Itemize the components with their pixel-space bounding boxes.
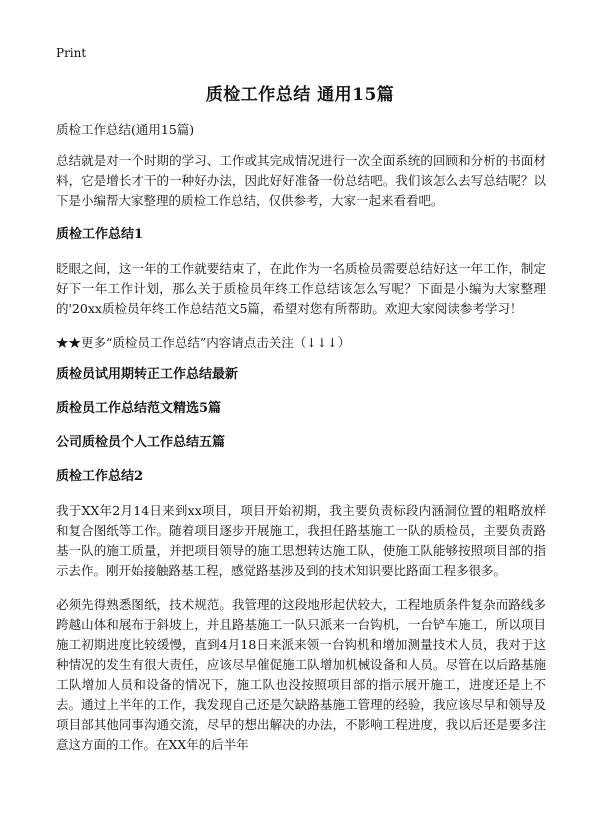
page-title: 质检工作总结 通用15篇 bbox=[205, 85, 395, 105]
more-notice: ★★更多“质检员工作总结”内容请点击关注（↓↓↓） bbox=[56, 335, 351, 350]
related-link-2[interactable]: 质检员工作总结范文精选5篇 bbox=[56, 401, 222, 416]
section-2-paragraph-2: 必须先得熟悉图纸，技术规范。我管理的这段地形起伏较大，工程地质条件复杂而路线多跨越山体和展布于斜坡上，并且路基施工一队只派来一台钩机，一台铲车施工，所以项目施工初期进度比较缓慢，直到4月18日来派来领一台钩机和增加测量技术人员，我对于这种情况的发生有很大责任，应该尽早催促施工队增加机械设备和人员。尽管在以后路基施工队增加人员和设备的情况下，施工队也没按照项目部的指示展开施工，进度还是上不去。通过上半年的工作，我发现自己还是欠缺路基施工管理的经验，我应该尽早和领导及项目部其他同事沟通交流，尽早的想出解决的办法，不影响工程进度，我以后还是要多注意这方面的工作。在XX年的后半年 bbox=[56, 597, 546, 752]
document-body bbox=[56, 120, 546, 769]
related-link-1[interactable]: 质检员试用期转正工作总结最新 bbox=[56, 367, 239, 382]
print-label[interactable]: Print bbox=[56, 46, 87, 60]
related-link-3[interactable]: 公司质检员个人工作总结五篇 bbox=[56, 435, 226, 450]
section-2-paragraph-1: 我于XX年2月14日来到xx项目，项目开始初期，我主要负责标段内涵洞位置的粗略放样和复合图纸等工作。随着项目逐步开展施工，我担任路基施工一队的质检员，主要负责路基一队的施工质量，并把项目领导的施工思想转达施工队，使施工队能够按照项目部的指示去作。刚开始接触路基工程，感觉路基涉及到的技术知识要比路面工程多很多。 bbox=[56, 503, 546, 578]
section-1-heading: 质检工作总结1 bbox=[56, 227, 144, 242]
document-subtitle: 质检工作总结(通用15篇) bbox=[56, 122, 195, 137]
intro-paragraph: 总结就是对一个时期的学习、工作或其完成情况进行一次全面系统的回顾和分析的书面材料，它是增长才干的一种好办法，因此好好准备一份总结吧。我们该怎么去写总结呢？以下是小编帮大家整理的质检工作总结，仅供参考，大家一起来看看吧。 bbox=[56, 153, 546, 208]
section-1-paragraph: 眨眼之间，这一年的工作就要结束了，在此作为一名质检员需要总结好这一年工作，制定好下一年工作计划，那么关于质检员年终工作总结该怎么写呢？下面是小编为大家整理的'20xx质检员年终工作总结范文5篇，希望对您有所帮助。欢迎大家阅读参考学习！ bbox=[56, 261, 546, 316]
section-2-heading: 质检工作总结2 bbox=[56, 469, 144, 484]
